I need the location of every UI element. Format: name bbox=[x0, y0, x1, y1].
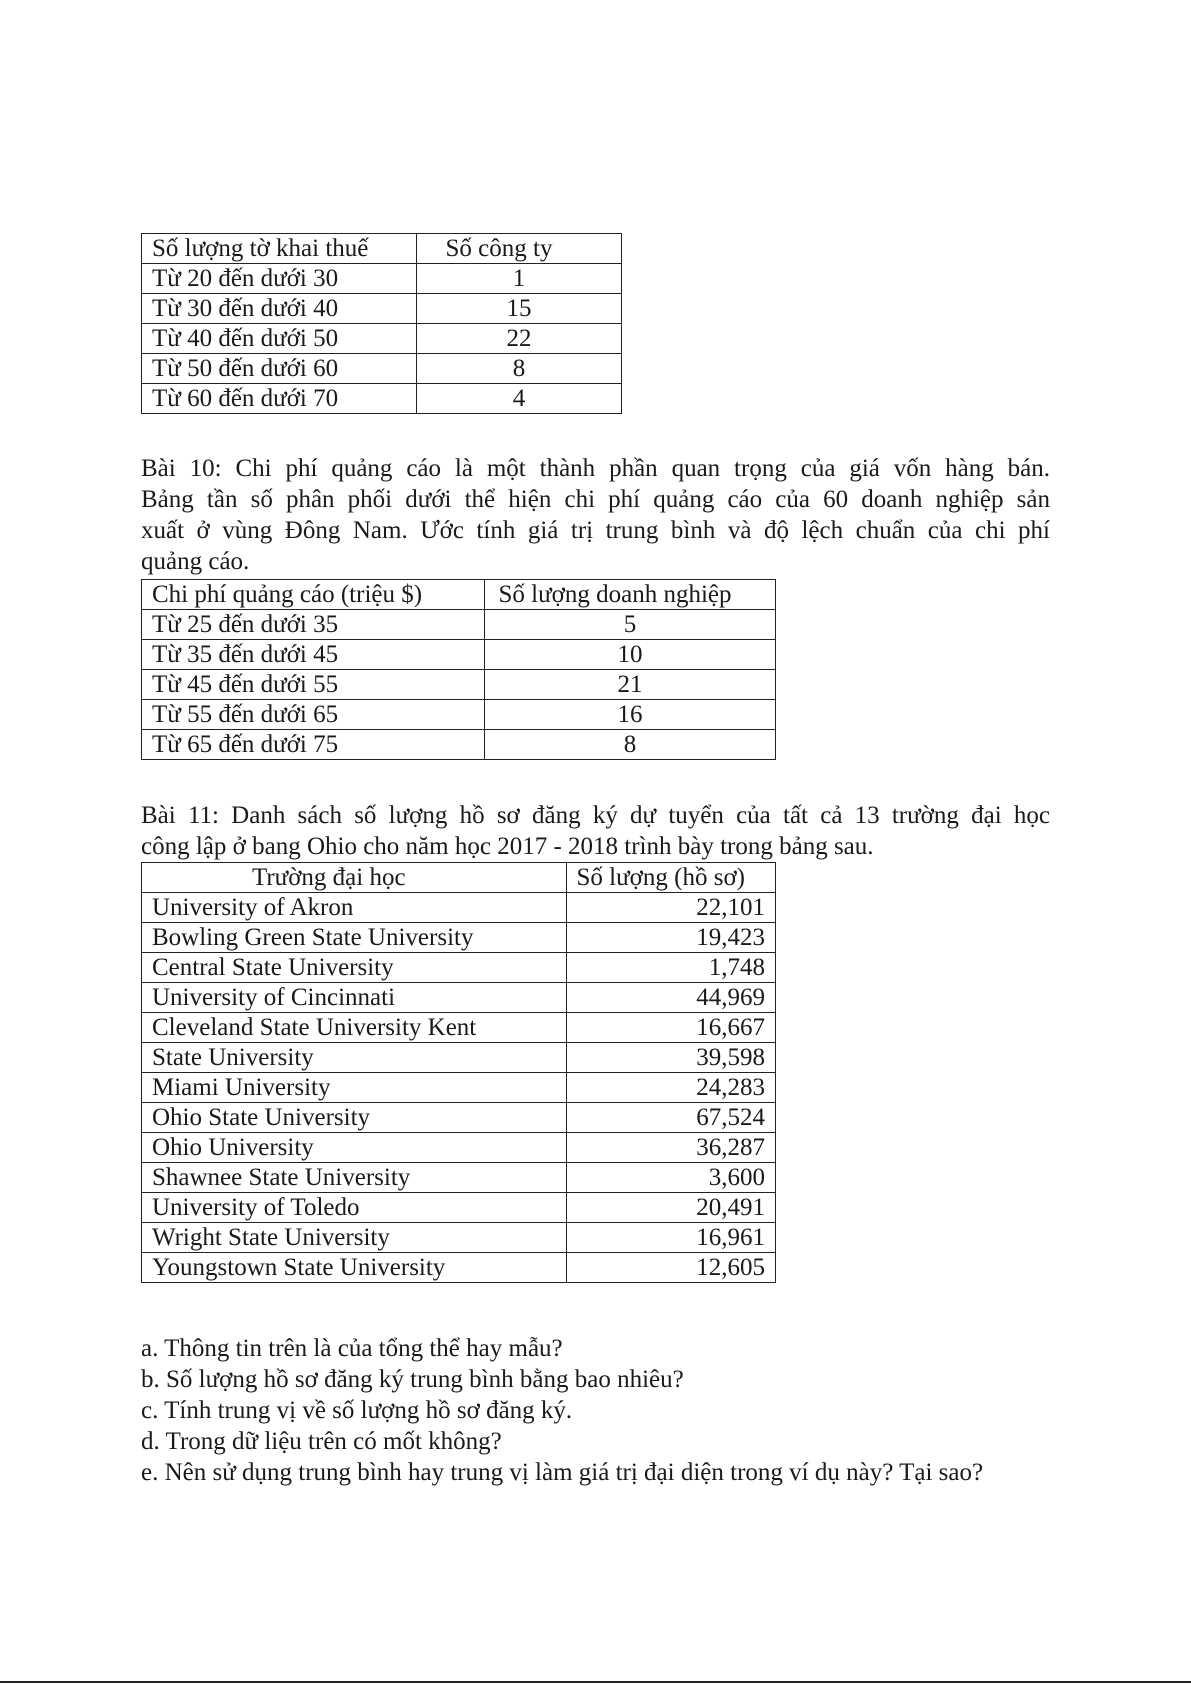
university-name-cell: Cleveland State University Kent bbox=[142, 1013, 567, 1043]
question-b: b. Số lượng hồ sơ đăng ký trung bình bằng bao nhiêu? bbox=[141, 1366, 684, 1393]
table-row bbox=[142, 1133, 776, 1163]
count-cell: 5 bbox=[485, 610, 776, 640]
university-name-cell: University of Akron bbox=[142, 893, 567, 923]
header-cell: Chi phí quảng cáo (triệu $) bbox=[142, 580, 485, 610]
range-cell: Từ 45 đến dưới 55 bbox=[142, 670, 485, 700]
page-bottom-divider bbox=[0, 1681, 1191, 1683]
applications-cell: 36,287 bbox=[566, 1133, 775, 1163]
table-row bbox=[142, 384, 622, 414]
range-cell: Từ 25 đến dưới 35 bbox=[142, 610, 485, 640]
header-cell: Số lượng tờ khai thuế bbox=[142, 234, 417, 264]
paragraph-line: quảng cáo. bbox=[141, 548, 250, 575]
table-row bbox=[142, 983, 776, 1013]
range-cell: Từ 50 đến dưới 60 bbox=[142, 354, 417, 384]
count-cell: 8 bbox=[417, 354, 622, 384]
table-row bbox=[142, 953, 776, 983]
applications-cell: 39,598 bbox=[566, 1043, 775, 1073]
table-row bbox=[142, 893, 776, 923]
applications-cell: 44,969 bbox=[566, 983, 775, 1013]
question-a: a. Thông tin trên là của tổng thể hay mẫu? bbox=[141, 1335, 563, 1362]
table-row bbox=[142, 264, 622, 294]
table-header-row bbox=[142, 234, 622, 264]
range-cell: Từ 55 đến dưới 65 bbox=[142, 700, 485, 730]
range-cell: Từ 20 đến dưới 30 bbox=[142, 264, 417, 294]
applications-cell: 16,961 bbox=[566, 1223, 775, 1253]
university-name-cell: Youngstown State University bbox=[142, 1253, 567, 1283]
range-cell: Từ 35 đến dưới 45 bbox=[142, 640, 485, 670]
university-name-cell: University of Toledo bbox=[142, 1193, 567, 1223]
applications-cell: 24,283 bbox=[566, 1073, 775, 1103]
count-cell: 10 bbox=[485, 640, 776, 670]
table-row bbox=[142, 1163, 776, 1193]
university-name-cell: Ohio University bbox=[142, 1133, 567, 1163]
table-header-row bbox=[142, 580, 776, 610]
count-cell: 16 bbox=[485, 700, 776, 730]
range-cell: Từ 60 đến dưới 70 bbox=[142, 384, 417, 414]
table-row bbox=[142, 730, 776, 760]
applications-cell: 19,423 bbox=[566, 923, 775, 953]
table-row bbox=[142, 670, 776, 700]
table-row bbox=[142, 1193, 776, 1223]
applications-cell: 67,524 bbox=[566, 1103, 775, 1133]
applications-cell: 16,667 bbox=[566, 1013, 775, 1043]
applications-cell: 3,600 bbox=[566, 1163, 775, 1193]
table-row bbox=[142, 610, 776, 640]
count-cell: 1 bbox=[417, 264, 622, 294]
applications-cell: 20,491 bbox=[566, 1193, 775, 1223]
tax-forms-table bbox=[141, 233, 622, 414]
table-row bbox=[142, 1253, 776, 1283]
applications-cell: 1,748 bbox=[566, 953, 775, 983]
university-name-cell: University of Cincinnati bbox=[142, 983, 567, 1013]
paragraph-line: Bài 11: Danh sách số lượng hồ sơ đăng ký dự tuyển của tất cả 13 trường đại học bbox=[141, 802, 1050, 829]
table-row bbox=[142, 1223, 776, 1253]
header-cell: Trường đại học bbox=[142, 863, 567, 893]
paragraph-line: Bài 10: Chi phí quảng cáo là một thành phần quan trọng của giá vốn hàng bán. bbox=[141, 455, 1050, 482]
university-name-cell: Ohio State University bbox=[142, 1103, 567, 1133]
count-cell: 21 bbox=[485, 670, 776, 700]
count-cell: 8 bbox=[485, 730, 776, 760]
university-name-cell: Shawnee State University bbox=[142, 1163, 567, 1193]
table-row bbox=[142, 640, 776, 670]
university-name-cell: Miami University bbox=[142, 1073, 567, 1103]
table-row bbox=[142, 700, 776, 730]
range-cell: Từ 65 đến dưới 75 bbox=[142, 730, 485, 760]
table-row bbox=[142, 1103, 776, 1133]
paragraph-line: xuất ở vùng Đông Nam. Ước tính giá trị trung bình và độ lệch chuẩn của chi phí bbox=[141, 517, 1050, 544]
university-name-cell: Bowling Green State University bbox=[142, 923, 567, 953]
paragraph-line: Bảng tần số phân phối dưới thể hiện chi phí quảng cáo của 60 doanh nghiệp sản bbox=[141, 486, 1050, 513]
question-d: d. Trong dữ liệu trên có mốt không? bbox=[141, 1428, 502, 1455]
count-cell: 4 bbox=[417, 384, 622, 414]
header-cell: Số công ty bbox=[417, 234, 622, 264]
applications-cell: 12,605 bbox=[566, 1253, 775, 1283]
table-row bbox=[142, 354, 622, 384]
university-applications-table bbox=[141, 862, 776, 1283]
table-header-row bbox=[142, 863, 776, 893]
university-name-cell: State University bbox=[142, 1043, 567, 1073]
header-cell: Số lượng (hồ sơ) bbox=[566, 863, 775, 893]
question-c: c. Tính trung vị về số lượng hồ sơ đăng ký. bbox=[141, 1397, 573, 1424]
advertising-cost-table bbox=[141, 579, 776, 760]
paragraph-line: công lập ở bang Ohio cho năm học 2017 - 2018 trình bày trong bảng sau. bbox=[141, 833, 874, 860]
count-cell: 15 bbox=[417, 294, 622, 324]
university-name-cell: Wright State University bbox=[142, 1223, 567, 1253]
range-cell: Từ 30 đến dưới 40 bbox=[142, 294, 417, 324]
university-name-cell: Central State University bbox=[142, 953, 567, 983]
question-e: e. Nên sử dụng trung bình hay trung vị làm giá trị đại diện trong ví dụ này? Tại sao? bbox=[141, 1459, 984, 1486]
exercise-10-text bbox=[141, 453, 1050, 577]
exercise-11-text bbox=[141, 800, 1050, 862]
applications-cell: 22,101 bbox=[566, 893, 775, 923]
table-row bbox=[142, 294, 622, 324]
table-row bbox=[142, 1043, 776, 1073]
range-cell: Từ 40 đến dưới 50 bbox=[142, 324, 417, 354]
count-cell: 22 bbox=[417, 324, 622, 354]
header-cell: Số lượng doanh nghiệp bbox=[485, 580, 776, 610]
table-row bbox=[142, 1073, 776, 1103]
table-row bbox=[142, 324, 622, 354]
table-row bbox=[142, 1013, 776, 1043]
table-row bbox=[142, 923, 776, 953]
